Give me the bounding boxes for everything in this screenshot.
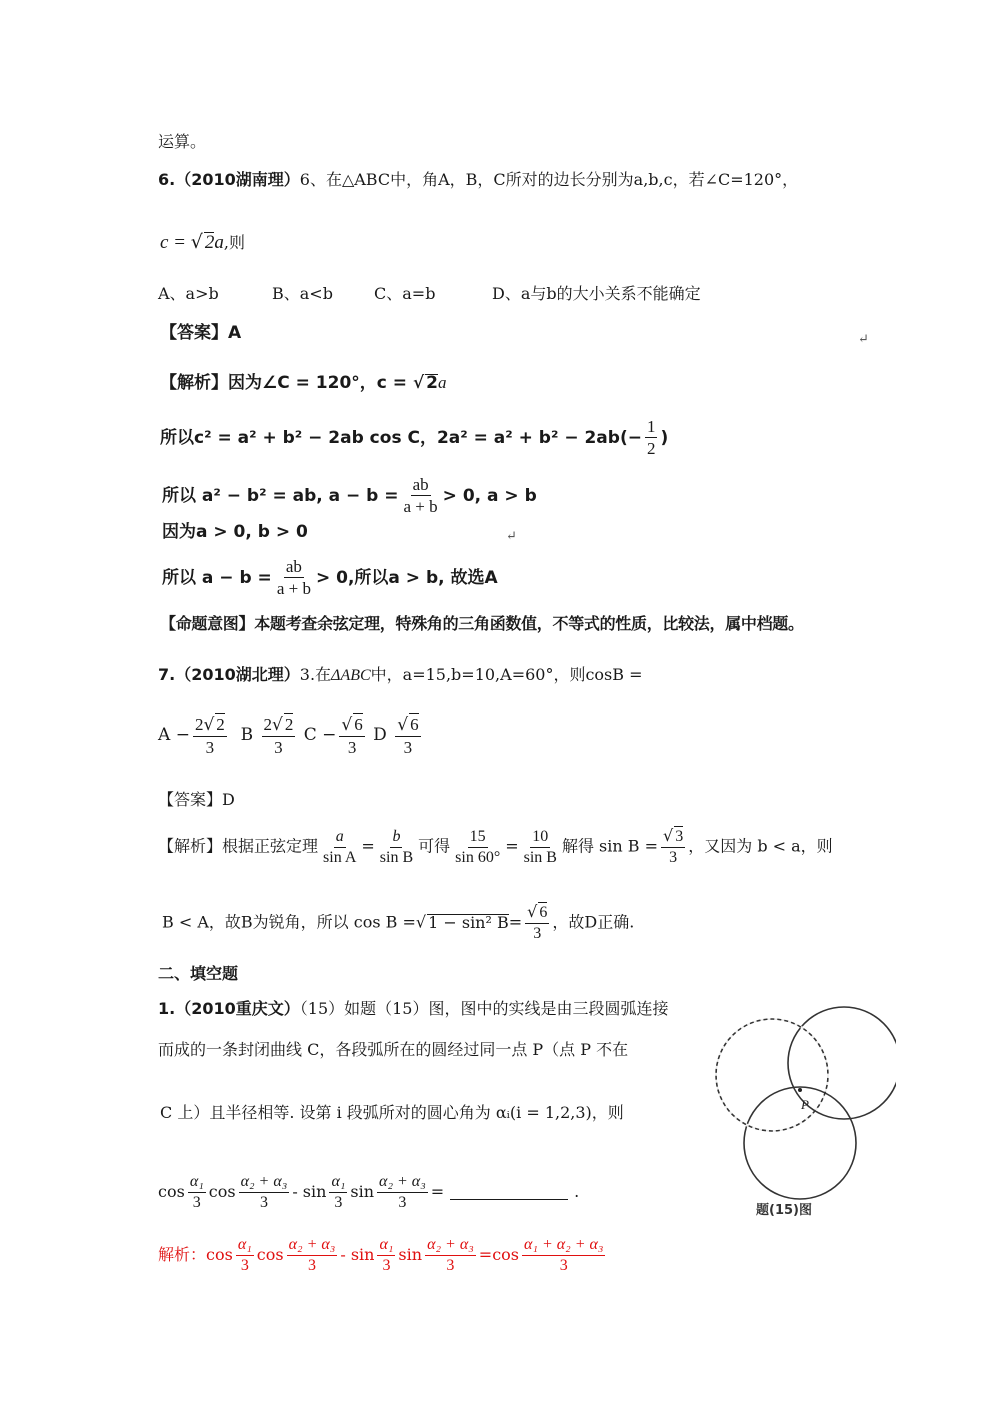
answer-blank xyxy=(450,1185,568,1200)
analysis-line-2: 所以c² = a² + b² − 2ab cos C，2a² = a² + b² − 2ab(− $\frac{1}{2}$ ) xyxy=(160,417,669,459)
analysis-line-5: 所以 a − b = $\frac{ab}{a + b}$ > 0,所以a > b, 故选A xyxy=(162,557,498,599)
option-d: D $\frac{√ 6}{3}$ xyxy=(373,715,419,758)
analysis-line-4: 因为a > 0, b > 0 xyxy=(162,522,308,542)
point-p xyxy=(798,1088,802,1092)
answer-label: 【答案】A xyxy=(160,323,242,343)
fill-question-1-line-1: 1.（2010重庆文）（15）如题（15）图，图中的实线是由三段圆弧连接 xyxy=(158,999,669,1018)
analysis-line-2: B < A，故B为锐角，所以 cos B =√ 1 − sin² B= $\frac{√ 6}{3}$ ，故D正确. xyxy=(162,902,635,942)
intro-text: 运算。 xyxy=(158,132,207,151)
figure-caption: 题(15)图 xyxy=(756,1203,812,1218)
question-intent: 【命题意图】本题考查余弦定理，特殊角的三角函数值，不等式的性质，比较法，属中档题。 xyxy=(160,614,804,633)
option-c: C、a=b xyxy=(374,284,436,303)
question-number: 6. xyxy=(158,170,176,189)
question-6-stem xyxy=(158,172,798,188)
fill-question-1-solution: 解析：cos $\frac{\text{α₁}}{3}$ cos $\frac{\text{α₂ + α₃}}{3}$ - sin $\frac{\text{α₁}}{3}$ sin $\frac{\text{α₂ + α₃}}{3}$ =cos $\frac{\text{α₁ + α₂ + α₃}}{3}$ xyxy=(158,1236,604,1274)
option-a: A、a>b xyxy=(158,284,219,303)
question-7-stem: 7.（2010湖北理）3.在ΔABC中，a=15,b=10,A=60°，则cosB = xyxy=(158,665,643,684)
fill-question-1-line-3: C 上）且半径相等. 设第 i 段弧所对的圆心角为 αᵢ(i = 1,2,3)，则 xyxy=(160,1103,624,1122)
analysis-line-1: 【解析】因为∠C = 120°，c = √ 2a xyxy=(160,373,447,393)
option-b: B、a<b xyxy=(272,284,333,303)
question-source: （2010湖南理） xyxy=(175,170,300,189)
answer-label: 【答案】D xyxy=(158,790,235,809)
option-a: A − $\frac{2√ 2}{3}$ xyxy=(158,715,225,758)
three-circles-figure xyxy=(706,1005,896,1230)
analysis-line-3: 所以 a² − b² = ab, a − b = $\frac{ab}{a + b}$ > 0, a > b xyxy=(162,475,537,517)
fill-question-1-line-2: 而成的一条封闭曲线 C，各段弧所在的圆经过同一点 P（点 P 不在 xyxy=(158,1040,629,1059)
section-title: 二、填空题 xyxy=(158,964,239,983)
paragraph-mark: ↵ xyxy=(506,529,517,544)
option-b: B $\frac{2√ 2}{3}$ xyxy=(240,715,294,758)
question-6-condition: c = √ 2a,则 xyxy=(160,231,245,253)
question-7-options xyxy=(158,713,424,759)
circle-bottom xyxy=(744,1087,856,1199)
point-p-label: P xyxy=(801,1097,809,1112)
analysis-line-1: 【解析】根据正弦定理 $\frac{a}{\text{sin A}}$ = $\frac{b}{\text{sin B}}$ 可得 $\frac{15}{\sin 60^\circ}$ = $\frac{10}{\text{sin B}}$ 解得 sin B = $\frac{√ 3}{3}$ ，又因为 b < a，则 xyxy=(158,826,833,866)
question-text: 6、在△ABC中，角A，B，C所对的边长分别为a,b,c，若∠C=120°， xyxy=(299,170,799,189)
fill-question-1-expression: cos $\frac{\text{α₁}}{3}$ cos $\frac{\text{α₂ + α₃}}{3}$ - sin $\frac{\text{α₁}}{3}$ sin $\frac{\text{α₂ + α₃}}{3}$ = . xyxy=(158,1173,580,1211)
option-c: C − $\frac{√ 6}{3}$ xyxy=(303,715,363,758)
option-d: D、a与b的大小关系不能确定 xyxy=(492,284,701,303)
paragraph-mark: ↵ xyxy=(858,332,869,347)
